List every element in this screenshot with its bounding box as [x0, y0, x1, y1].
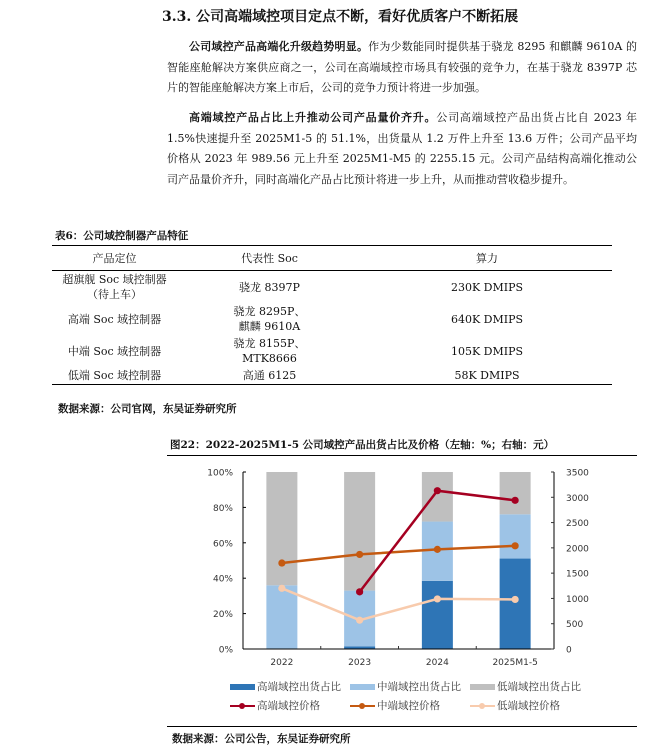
cell-soc: 骁龙 8397P	[239, 280, 300, 294]
cell-soc: 骁龙 8155P、	[233, 337, 306, 350]
bar-segment	[500, 514, 531, 558]
right-tick-label: 3000	[566, 493, 589, 504]
cell-position: 低端 Soc 域控制器	[67, 369, 162, 382]
paragraph-1-lead: 公司域控产品高端化升级趋势明显。	[189, 40, 369, 53]
legend-label: 高端域控价格	[257, 700, 320, 712]
paragraph-2-lead: 高端域控产品占比上升推动公司产品量价齐升。	[189, 111, 437, 124]
bar-segment	[344, 472, 375, 591]
paragraph-1	[167, 37, 637, 99]
bar-segment	[500, 472, 531, 514]
paragraph-1-body: 作为少数能同时提供基于骁龙 8295 和麒麟 9610A 的智能座舱解决方案供应商之一，公司在高端域控市场具有较强的竞争力，在基于骁龙 8397P 芯片的智能座舱解决方案上市后，公司的竞争力预计将进一步加强。	[167, 40, 638, 94]
x-tick-label: 2024	[425, 658, 449, 668]
line-point	[512, 596, 519, 603]
legend-label: 低端域控出货占比	[497, 681, 581, 693]
table-header: 算力	[362, 246, 612, 271]
right-tick-label: 500	[566, 620, 584, 631]
left-tick-label: 40%	[212, 574, 233, 585]
line-point	[356, 588, 363, 595]
line-point	[278, 585, 285, 592]
bar-segment	[266, 585, 297, 649]
legend-item	[350, 679, 464, 694]
left-tick-label: 60%	[212, 539, 233, 550]
left-tick-label: 100%	[207, 468, 233, 479]
cell-power: 230K DMIPS	[450, 280, 524, 294]
cell-power: 105K DMIPS	[450, 344, 524, 358]
x-tick-label: 2022	[270, 658, 294, 668]
x-tick-label: 2023	[348, 658, 372, 668]
table-header: 产品定位	[52, 246, 177, 271]
cell-position: 超旗舰 Soc 域控制器	[62, 273, 167, 286]
cell-soc: 麒麟 9610A	[238, 320, 301, 333]
cell-position: 中端 Soc 域控制器	[67, 344, 162, 358]
figure-caption: 图22：2022-2025M1-5 公司域控产品出货占比及价格（左轴：%；右轴：元）	[170, 439, 555, 451]
table-row	[52, 335, 612, 367]
line-point	[434, 487, 441, 494]
legend-label: 低端域控价格	[497, 700, 560, 712]
line-point	[434, 595, 441, 602]
right-tick-label: 1500	[566, 569, 589, 580]
right-tick-label: 2500	[566, 519, 589, 530]
legend-label: 中端域控价格	[377, 700, 440, 712]
table-row	[52, 303, 612, 335]
legend-swatch	[230, 684, 255, 690]
line-point	[356, 617, 363, 624]
line-point	[512, 497, 519, 504]
table-source: 数据来源：公司官网，东吴证券研究所	[58, 403, 237, 415]
figure-bottom-rule	[167, 726, 637, 727]
cell-power: 58K DMIPS	[362, 367, 612, 385]
cell-position-note: （待上车）	[87, 288, 142, 301]
legend-line-symbol	[470, 701, 495, 711]
table-row	[52, 367, 612, 385]
bar-segment	[500, 559, 531, 649]
bar-segment	[422, 472, 453, 522]
figure-top-rule	[167, 455, 637, 456]
line-point	[278, 559, 285, 566]
bar-segment	[422, 581, 453, 649]
line-series	[282, 588, 515, 620]
section-heading: 3.3. 公司高端域控项目定点不断，看好优质客户不断拓展	[162, 9, 519, 25]
x-tick-label: 2025M1-5	[492, 658, 538, 668]
table-caption: 表6：公司域控制器产品特征	[55, 230, 189, 242]
legend-item	[470, 698, 584, 713]
line-series	[282, 546, 515, 563]
figure-source: 数据来源：公司公告，东吴证券研究所	[172, 733, 351, 745]
legend-line-symbol	[230, 701, 255, 711]
line-point	[512, 542, 519, 549]
right-tick-label: 3500	[566, 468, 589, 479]
line-point	[434, 546, 441, 553]
cell-soc: MTK8666	[242, 352, 297, 365]
left-tick-label: 80%	[212, 503, 233, 514]
legend-item	[230, 698, 344, 713]
legend-swatch	[350, 684, 375, 690]
table-header: 代表性 Soc	[177, 246, 362, 271]
legend-item	[230, 679, 344, 694]
legend-item	[470, 679, 584, 694]
legend-label: 中端域控出货占比	[377, 681, 461, 693]
bar-segment	[266, 472, 297, 585]
paragraph-2	[167, 108, 637, 190]
paragraph-2-body: 公司高端域控产品出货占比自 2023 年 1.5%快速提升至 2025M1-5 的 51.1%，出货量从 1.2 万件上升至 13.6 万件；公司产品平均价格从 2023 年 989.56 元上升至 2025M1-M5 的 2255.15 元。公司产品结构高端化推动公司产品量价齐升，同时高端化产品占比预计将进一步上升，从而推动营收稳步提升。	[167, 111, 637, 186]
legend-item	[350, 698, 464, 713]
legend-swatch	[470, 684, 495, 690]
right-tick-label: 2000	[566, 544, 589, 555]
line-point	[356, 551, 363, 558]
legend-line-symbol	[350, 701, 375, 711]
shipment-price-chart	[167, 460, 627, 675]
left-tick-label: 20%	[212, 610, 233, 621]
left-tick-label: 0%	[218, 645, 233, 656]
legend-label: 高端域控出货占比	[257, 681, 341, 693]
cell-soc: 骁龙 8295P、	[233, 305, 306, 318]
cell-power: 640K DMIPS	[450, 312, 524, 326]
right-tick-label: 1000	[566, 594, 589, 605]
table-row	[52, 271, 612, 304]
product-table	[52, 245, 612, 385]
chart-legend	[230, 677, 610, 715]
right-tick-label: 0	[566, 645, 572, 656]
cell-soc: 高通 6125	[242, 369, 297, 382]
cell-position: 高端 Soc 域控制器	[67, 312, 162, 326]
